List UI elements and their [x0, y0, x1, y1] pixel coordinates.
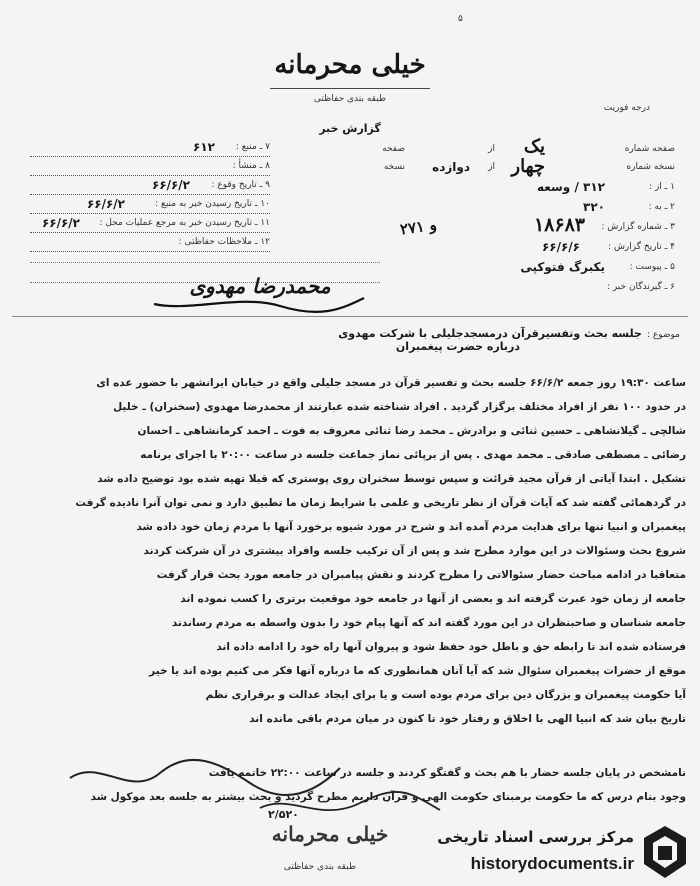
- operations-receipt-row: [30, 216, 270, 233]
- security-notes-row: [30, 235, 270, 252]
- body-line: فرستاده شده اند تا رابطه حق و باطل خود حفظ شود و پیروان آنها راه خود را ادامه داده اند: [216, 641, 686, 653]
- right-numbered-fields: [395, 180, 675, 300]
- body-line: آیا حکومت پیغمبران و بزرگان دین برای مردم بوده است و یا برای ایجاد عدالت و برقراری نظم: [205, 689, 686, 701]
- source-row: [30, 140, 270, 157]
- header-separator: [12, 316, 688, 317]
- attachment-row: [395, 260, 675, 278]
- body-line: نامشخص در پایان جلسه حضار با هم بحث و گفتگو کردند و جلسه در ساعت ۲۲:۰۰ خاتمه یافت: [208, 767, 686, 779]
- title-rule: [270, 88, 430, 89]
- field-value: ۶۶/۶/۲: [86, 197, 125, 211]
- body-line: در حدود ۱۰۰ نفر از افراد مختلف برگزار گردید . افراد شناخته شده عبارتند از محمدرضا مهدوی (سخنران) ـ خلیل: [113, 401, 686, 413]
- subject-text: جلسه بحث وتفسیرقرآن درمسجدجلیلی با شرکت مهدوی: [338, 327, 642, 340]
- left-fields: [30, 140, 270, 260]
- field-label: ۲ ـ به :: [648, 202, 675, 212]
- source-receipt-row: [30, 197, 270, 214]
- field-label: ۴ ـ تاریخ گزارش :: [608, 242, 675, 252]
- body-line: جامعه شناسان و صاحبنظران در این مورد گفته اند که آنها پیام خود را بدون واسطه به مردم رساندند: [171, 617, 686, 629]
- field-value: ۱۸۶۸۳: [533, 214, 585, 236]
- body-line: پیغمبران و انبیا تنها برای هدایت مردم آمده اند و شرح در مورد شیوه برخورد آنها با مردم زمان خود داده شد: [136, 521, 686, 533]
- subject-label: موضوع :: [646, 330, 680, 340]
- field-label: ۱ ـ از :: [649, 182, 675, 192]
- field-label: ۵ ـ پیوست :: [629, 262, 675, 272]
- classification-label: طبقه بندی حفاظتی: [313, 94, 387, 104]
- document-logo-icon: [640, 824, 690, 880]
- field-label: ۶ ـ گیرندگان خبر :: [606, 282, 675, 292]
- document-title: خیلی محرمانه: [274, 50, 426, 80]
- body-line: وجود بنام درس که ما حکومت برمبنای حکومت الهی و قرآن داریم مطرح گردید و بحث بیشتر به جلسه بعد موکول شد: [90, 791, 686, 803]
- field-value: ۶۶/۶/۶: [541, 240, 580, 254]
- field-label: ۱۱ ـ تاریخ رسیدن خبر به مرجع عملیات محل :: [99, 218, 270, 228]
- body-line: جامعه از زمان خود عبرت گرفته اند و بعضی از آنها در جامعه خود موقعیت برتری را کسب نموده اند: [180, 593, 686, 605]
- body-line: متعاقبا در ادامه مباحث حضار سئوالاتی را مطرح کردند و نقش پیامبران در جامعه مورد بحث قرار گرفت: [156, 569, 686, 581]
- field-label: نسخه: [383, 162, 405, 172]
- body-line: در گردهمائی گفته شد که آیات قرآن از نظر تاریخی و علمی با شرایط زمان ما تطبیق دارد و نمی توان آنرا نادیده گرفت: [75, 497, 686, 509]
- footnote-mark: ۲/۵۲۰: [268, 808, 299, 821]
- field-value: ۶۶/۶/۲: [41, 216, 80, 230]
- report-title: گزارش خبر: [319, 122, 381, 135]
- field-value: ۳۱۲ / وسعه: [536, 180, 605, 194]
- report-date-row: [395, 240, 675, 258]
- field-value: ۶۶/۶/۲: [151, 178, 190, 192]
- footer-title: خیلی محرمانه: [271, 822, 389, 846]
- corner-mark: ۵: [458, 14, 463, 24]
- field-label: صفحه: [382, 144, 405, 154]
- body-line: تاریخ بیان شد که انبیا الهی با اخلاق و رفتار خود تا کنون در میان مردم باقی مانده اند: [249, 713, 686, 725]
- footer-classification: طبقه بندی حفاظتی: [283, 862, 357, 872]
- field-label: ۱۰ ـ تاریخ رسیدن خبر به منبع :: [155, 199, 270, 209]
- ruled-line: [30, 262, 380, 263]
- field-value: دوازده: [432, 160, 470, 174]
- body-line: رضائی ـ مصطفی صادقی ـ محمد مهدی . پس از برپائی نماز جماعت جلسه در ساعت ۲۰:۰۰ با اجرای برنامه: [140, 449, 686, 461]
- field-label: ۷ ـ منبع :: [235, 142, 270, 152]
- recipients-row: [395, 280, 675, 298]
- from-row: [395, 180, 675, 198]
- subject-line-2: درباره حضرت پیغمبران: [395, 340, 520, 353]
- handwritten-code: ۲۷۱ و: [398, 215, 438, 239]
- logo-text-persian: مرکز بررسی اسناد تاریخی: [437, 828, 634, 846]
- field-value: ۶۱۲: [193, 140, 215, 154]
- field-label: ۳ ـ شماره گزارش :: [601, 222, 675, 232]
- signature: محمدرضا مهدوی: [189, 274, 331, 298]
- occurrence-date-row: [30, 178, 270, 195]
- body-line: تشکیل . ابتدا آیاتی از قرآن مجید قرائت و سپس توسط سخنران روی پوستری که قبلا تهیه شده بود توضیح داده شد: [97, 473, 686, 485]
- field-value: چهار: [511, 156, 545, 177]
- body-line: ساعت ۱۹:۳۰ روز جمعه ۶۶/۶/۲ جلسه بحث و تفسیر قرآن در مسجد جلیلی واقع در خیابان ایرانشهر با حضور عده ای: [96, 377, 686, 389]
- field-label: از: [488, 144, 495, 154]
- archive-logo: [404, 814, 694, 886]
- field-value: ۳۲۰: [583, 200, 605, 214]
- logo-text-url: historydocuments.ir: [470, 854, 634, 873]
- field-value: یکبرگ فتوکپی: [520, 260, 605, 274]
- field-label: صفحه شماره: [624, 144, 675, 154]
- signature-stroke: [150, 290, 370, 316]
- field-label: ۹ ـ تاریخ وقوع :: [211, 180, 270, 190]
- field-label: نسخه شماره: [626, 162, 675, 172]
- field-label: ۸ ـ منشأ :: [232, 161, 270, 171]
- subject-line: [20, 322, 680, 341]
- body-line: شروع بحث وسئوالات در این موارد مطرح شد و پس از آن ترکیب جلسه وافراد بیشتری در آن شرکت کردند: [143, 545, 686, 557]
- field-label: از: [488, 162, 495, 172]
- field-value: یک: [523, 136, 545, 157]
- field-label: ۱۲ ـ ملاحظات حفاظتی :: [178, 237, 270, 247]
- origin-row: [30, 159, 270, 176]
- body-line: موقع از حضرات پیغمبران سئوال شد که آیا آنان همانطوری که ما درباره آنها فکر می کنیم بوده اند یا خیر: [149, 665, 686, 677]
- priority-label: درجه فوریت: [603, 103, 650, 113]
- copy-number-row: [370, 156, 675, 177]
- body-line: شالچی ـ گیلانشاهی ـ حسین ثنائی و برادرش ـ محمد رضا ثنائی معروف به فوت ـ احمد کرمانشاهی ـ احسان: [137, 425, 686, 437]
